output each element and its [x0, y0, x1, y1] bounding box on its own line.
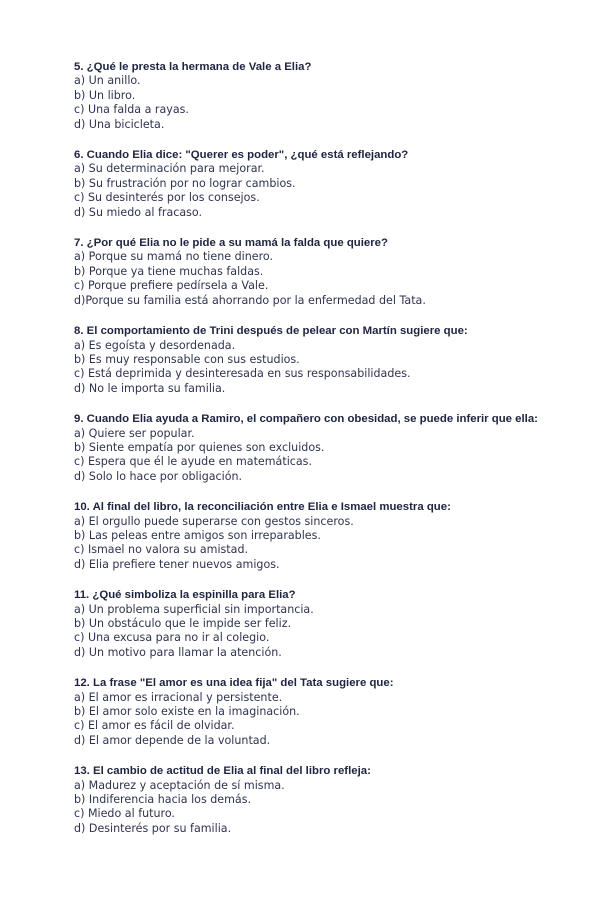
answer-option: b) Indiferencia hacia los demás. [74, 793, 252, 807]
answer-option: d) Desinterés por su familia. [74, 821, 232, 835]
answer-option: c) Está deprimida y desinteresada en sus responsabilidades. [74, 367, 411, 381]
answer-option: d) No le importa su familia. [74, 381, 226, 395]
question-title: 9. Cuando Elia ayuda a Ramiro, el compañero con obesidad, se puede inferir que ella: [74, 413, 538, 426]
answer-option: a) Es egoísta y desordenada. [74, 338, 236, 352]
answer-option: d) El amor depende de la voluntad. [74, 733, 271, 747]
answer-option: a) Un problema superficial sin importancia. [74, 602, 314, 616]
answer-options [74, 74, 549, 132]
question-block [74, 236, 549, 308]
answer-option: a) Madurez y aceptación de sí misma. [74, 778, 285, 792]
answer-option: d) Solo lo hace por obligación. [74, 469, 243, 483]
question-block [74, 412, 549, 484]
answer-option: d) Una bicicleta. [74, 117, 165, 131]
answer-options [74, 162, 549, 220]
answer-option: a) Su determinación para mejorar. [74, 162, 265, 176]
answer-option: a) El amor es irracional y persistente. [74, 690, 283, 704]
question-block [74, 764, 549, 836]
question-block [74, 500, 549, 572]
question-title: 8. El comportamiento de Trini después de pelear con Martín sugiere que: [74, 325, 468, 338]
answer-option: d)Porque su familia está ahorrando por la enfermedad del Tata. [74, 293, 426, 307]
answer-option: b) Porque ya tiene muchas faldas. [74, 264, 264, 278]
question-title: 10. Al final del libro, la reconciliación entre Elia e Ismael muestra que: [74, 501, 451, 514]
question-title: 5. ¿Qué le presta la hermana de Vale a Elia? [74, 61, 312, 73]
answer-options [74, 691, 549, 749]
answer-option: b) Siente empatía por quienes son excluidos. [74, 440, 325, 454]
answer-option: c) El amor es fácil de olvidar. [74, 719, 235, 733]
answer-option: c) Espera que él le ayude en matemáticas. [74, 455, 312, 469]
question-block [74, 148, 549, 220]
question-list [74, 60, 549, 836]
question-title: 7. ¿Por qué Elia no le pide a su mamá la falda que quiere? [74, 237, 388, 250]
question-block [74, 676, 549, 748]
question-block [74, 60, 549, 132]
answer-options [74, 779, 549, 837]
answer-option: b) Es muy responsable con sus estudios. [74, 352, 300, 366]
answer-option: a) Quiere ser popular. [74, 426, 195, 440]
answer-option: c) Una falda a rayas. [74, 103, 189, 117]
answer-option: b) Las peleas entre amigos son irreparables. [74, 528, 321, 542]
question-block [74, 588, 549, 660]
answer-option: c) Ismael no valora su amistad. [74, 543, 249, 557]
answer-option: c) Porque prefiere pedírsela a Vale. [74, 279, 269, 293]
answer-options [74, 250, 549, 308]
question-block [74, 324, 549, 396]
answer-options [74, 427, 549, 485]
answer-option: b) Un libro. [74, 88, 136, 102]
answer-option: b) Su frustración por no lograr cambios. [74, 176, 296, 190]
answer-option: c) Miedo al futuro. [74, 807, 175, 821]
answer-option: d) Un motivo para llamar la atención. [74, 645, 282, 659]
question-title: 6. Cuando Elia dice: "Querer es poder", ¿qué está reflejando? [74, 149, 409, 162]
answer-option: a) Porque su mamá no tiene dinero. [74, 250, 273, 264]
question-title: 13. El cambio de actitud de Elia al final del libro refleja: [74, 765, 371, 778]
question-title: 11. ¿Qué simboliza la espinilla para Elia? [74, 589, 296, 602]
answer-option: c) Una excusa para no ir al colegio. [74, 631, 270, 645]
answer-option: c) Su desinterés por los consejos. [74, 191, 260, 205]
answer-option: b) El amor solo existe en la imaginación. [74, 705, 300, 719]
answer-options [74, 603, 549, 661]
answer-option: a) Un anillo. [74, 74, 141, 88]
answer-option: d) Elia prefiere tener nuevos amigos. [74, 557, 280, 571]
question-title: 12. La frase "El amor es una idea fija" del Tata sugiere que: [74, 677, 394, 690]
answer-option: d) Su miedo al fracaso. [74, 205, 203, 219]
answer-options [74, 515, 549, 573]
answer-options [74, 339, 549, 397]
answer-option: b) Un obstáculo que le impide ser feliz. [74, 617, 292, 630]
answer-option: a) El orgullo puede superarse con gestos sinceros. [74, 514, 354, 528]
